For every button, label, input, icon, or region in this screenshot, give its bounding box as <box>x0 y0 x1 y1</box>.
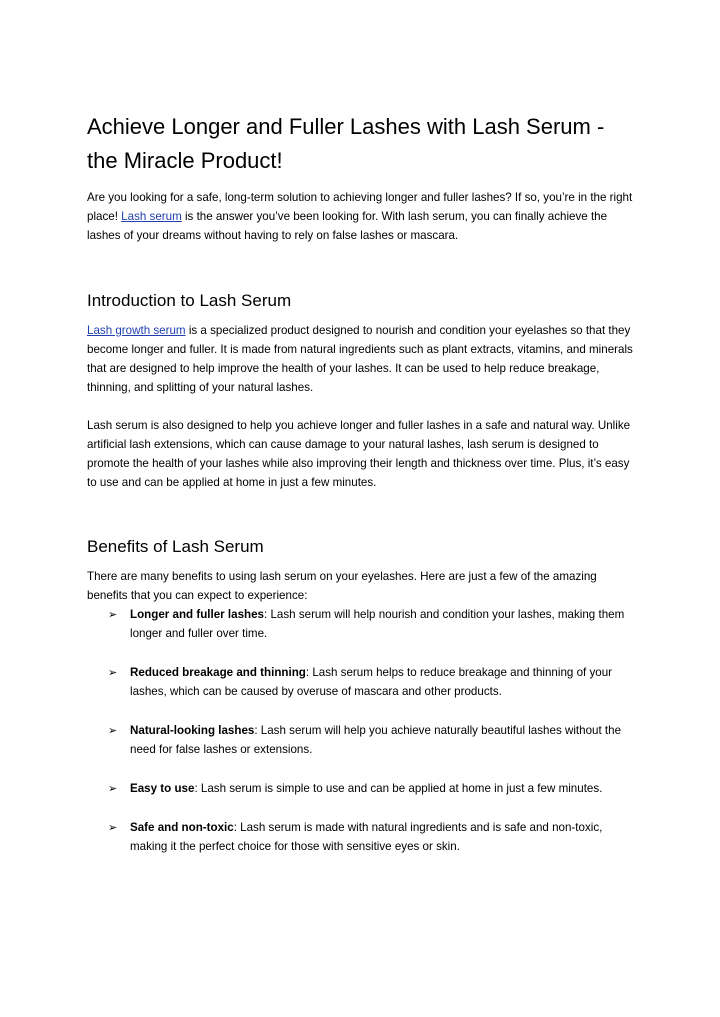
benefit-title: Longer and fuller lashes <box>130 608 265 621</box>
list-item <box>87 779 637 798</box>
benefit-title: Easy to use <box>130 782 195 795</box>
arrow-bullet-icon: ➢ <box>108 782 118 795</box>
page-title: Achieve Longer and Fuller Lashes with Lash Serum - the Miracle Product! <box>87 114 605 173</box>
intro-text-before-link: Are you looking for a safe, long-term solution to achieving longer and fuller lashes? If so, you’re in the right place! <box>87 191 633 223</box>
benefits-list <box>87 605 637 856</box>
introduction-heading: Introduction to Lash Serum <box>87 291 292 310</box>
list-item <box>87 663 637 701</box>
spacer <box>87 245 637 289</box>
lash-growth-serum-link[interactable]: Lash growth serum <box>87 324 186 337</box>
benefit-text: : Lash serum helps to reduce breakage and thinning of your lashes, which can be caused by overuse of mascara and other products. <box>130 666 613 698</box>
introduction-paragraph-1-text: is a specialized product designed to nourish and condition your eyelashes so that they become longer and fuller. It is made from natural ingredients such as plant extracts, vitamins, and minerals that are designed to help improve the health of your lashes. It can be used to help reduce breakage, thinning, and splitting of your natural lashes. <box>87 324 633 394</box>
benefit-title: Safe and non-toxic <box>130 821 234 834</box>
spacer <box>87 397 637 416</box>
lash-serum-link[interactable]: Lash serum <box>121 210 182 223</box>
spacer <box>87 492 637 535</box>
list-item <box>87 605 637 643</box>
benefits-intro: There are many benefits to using lash serum on your eyelashes. Here are just a few of the amazing benefits that you can expect to experience: <box>87 570 597 602</box>
intro-paragraph <box>87 188 637 245</box>
introduction-paragraph-2: Lash serum is also designed to help you achieve longer and fuller lashes in a safe and natural way. Unlike artificial lash extensions, which can cause damage to your natural lashes, lash serum is designed to promote the health of your lashes while also improving their length and thickness over time. Plus, it’s easy to use and can be applied at home in just a few minutes. <box>87 419 631 489</box>
benefit-text: : Lash serum will help nourish and condition your lashes, making them longer and fuller over time. <box>130 608 625 640</box>
arrow-bullet-icon: ➢ <box>108 666 118 679</box>
benefit-text: : Lash serum is made with natural ingredients and is safe and non-toxic, making it the perfect choice for those with sensitive eyes or skin. <box>130 821 603 853</box>
arrow-bullet-icon: ➢ <box>108 724 118 737</box>
introduction-paragraph-1 <box>87 321 637 397</box>
benefit-text: : Lash serum is simple to use and can be applied at home in just a few minutes. <box>194 782 603 795</box>
arrow-bullet-icon: ➢ <box>108 608 118 621</box>
document-page <box>87 110 637 876</box>
benefits-heading: Benefits of Lash Serum <box>87 537 264 556</box>
benefit-title: Reduced breakage and thinning <box>130 666 306 679</box>
intro-text-after-link: is the answer you’ve been looking for. With lash serum, you can finally achieve the lashes of your dreams without having to rely on false lashes or mascara. <box>87 210 608 242</box>
list-item <box>87 721 637 759</box>
arrow-bullet-icon: ➢ <box>108 821 118 834</box>
benefit-text: : Lash serum will help you achieve naturally beautiful lashes without the need for false lashes or extensions. <box>130 724 622 756</box>
benefit-title: Natural-looking lashes <box>130 724 255 737</box>
list-item <box>87 818 637 856</box>
